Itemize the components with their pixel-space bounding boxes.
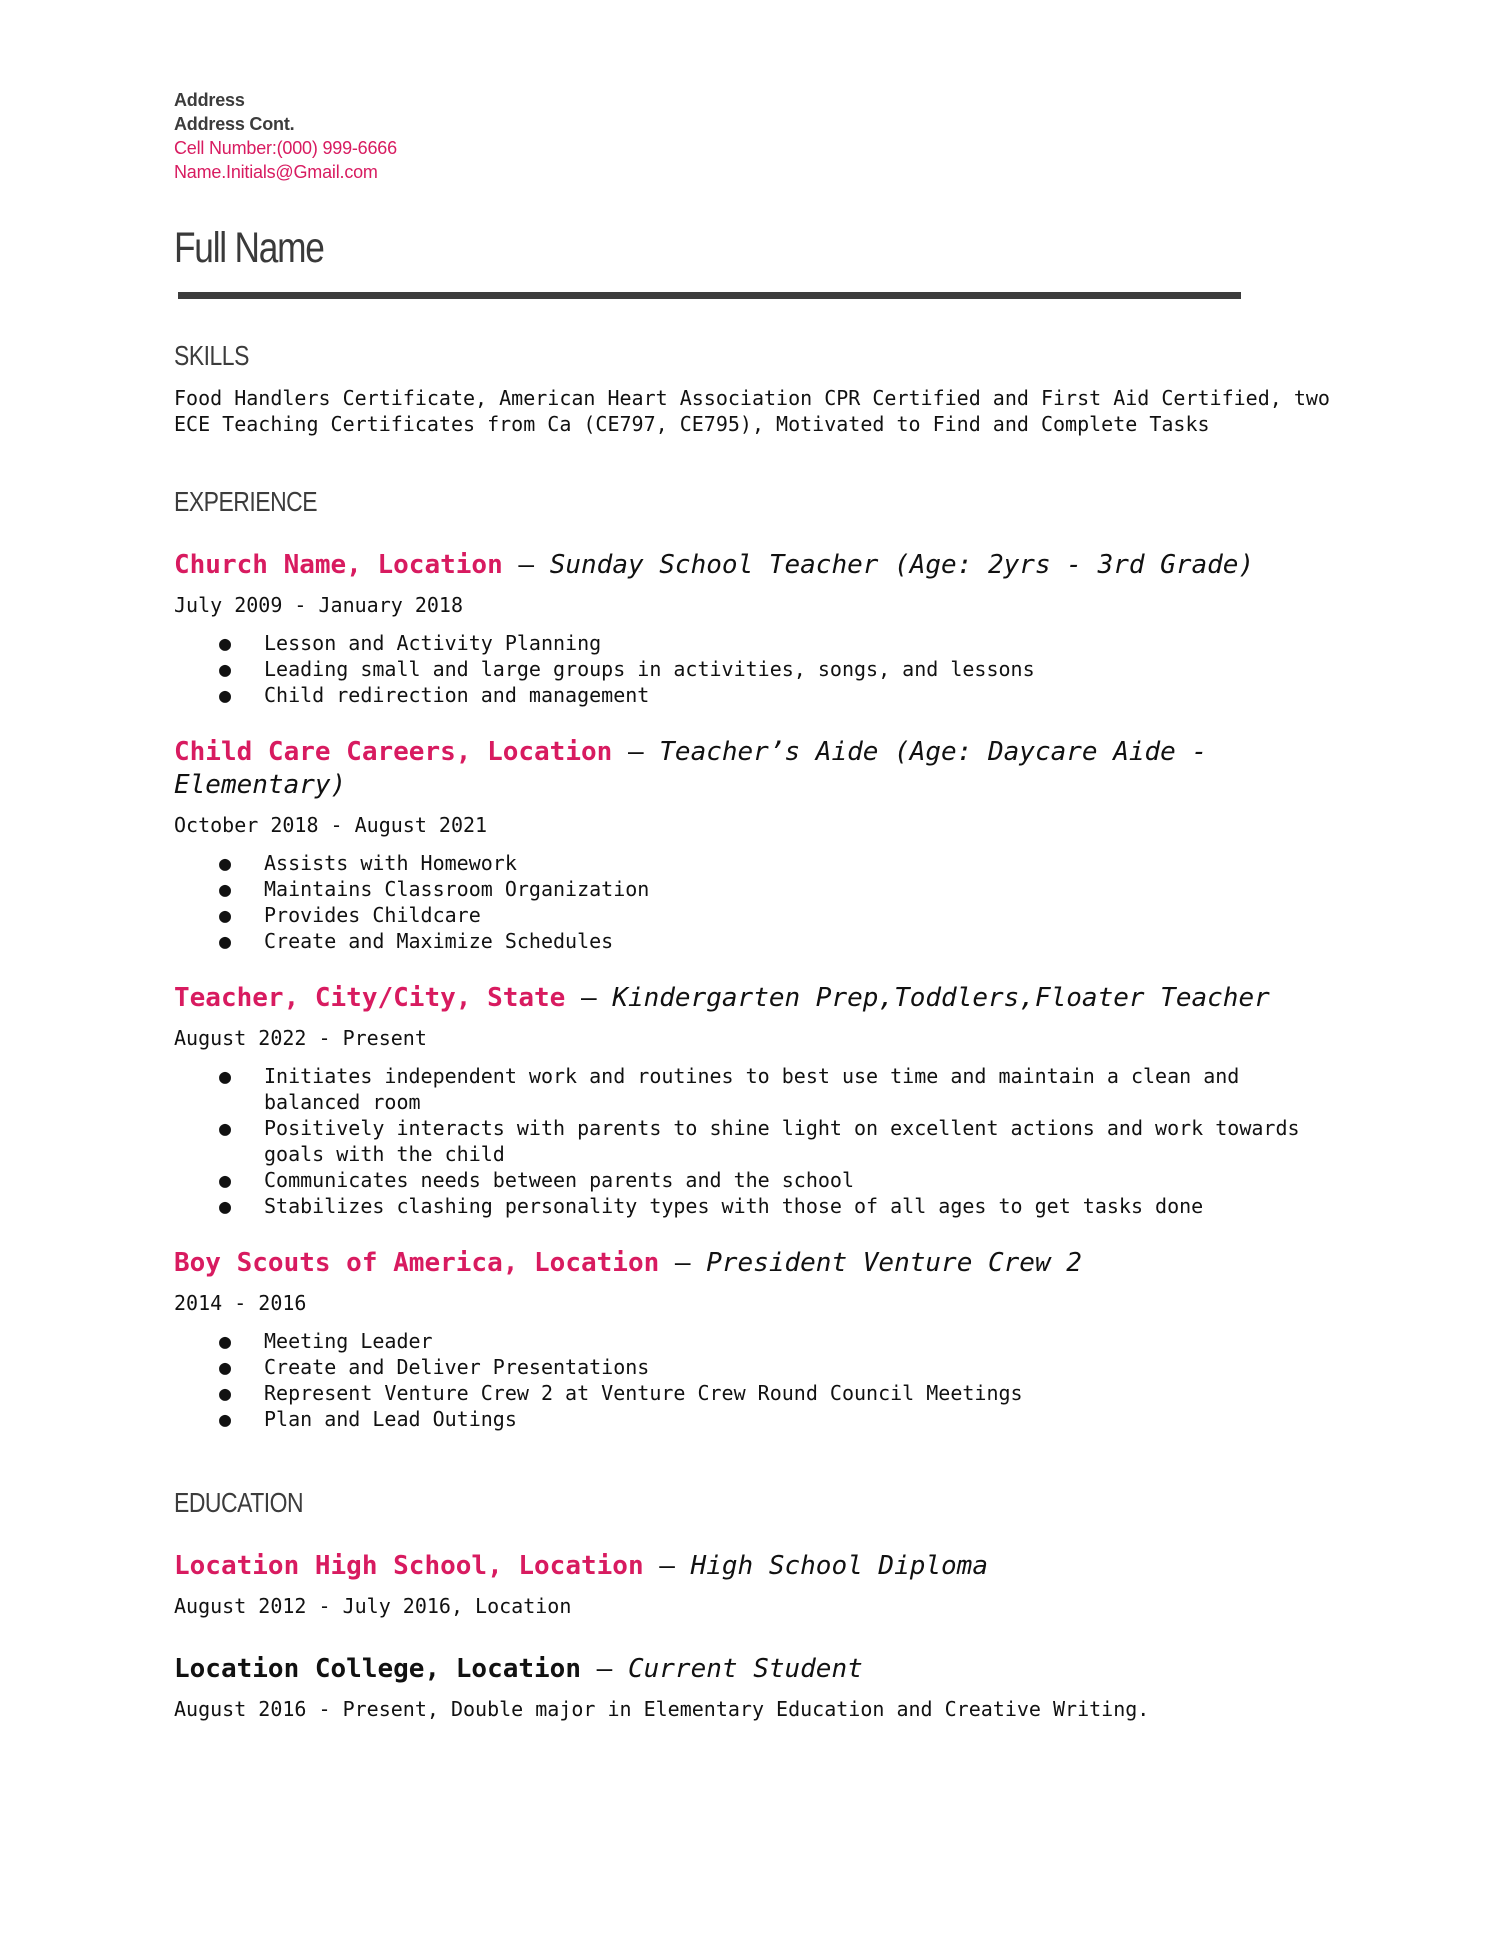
education-heading-line — [174, 1550, 1334, 1583]
bullet-text: Provides Childcare — [264, 903, 481, 927]
skills-text: Food Handlers Certificate, American Heart Association CPR Certified and First Aid Certified, two ECE Teaching Certificates from Ca (CE797, CE795), Motivated to Find and Complete Tasks — [174, 386, 1330, 436]
education-dates: August 2016 - Present, Double major in Elementary Education and Creative Writing. — [174, 1697, 1150, 1721]
phone-number: Cell Number:(000) 999-6666 — [174, 138, 397, 158]
school-name: Location College, Location — [174, 1654, 581, 1684]
job-bullets — [174, 850, 1334, 954]
job-bullets — [174, 1063, 1334, 1219]
bullet-icon: ● — [219, 1381, 232, 1405]
list-item — [174, 1167, 1334, 1193]
bullet-text: Child redirection and management — [264, 683, 650, 707]
job-entry — [174, 1247, 1334, 1432]
job-role: Kindergarten Prep,Toddlers,Floater Teacher — [612, 983, 1270, 1013]
job-entry — [174, 736, 1334, 954]
job-heading — [174, 1247, 1334, 1280]
job-entry — [174, 549, 1334, 708]
bullet-icon: ● — [219, 851, 232, 875]
education-heading: EDUCATION — [174, 1487, 304, 1518]
bullet-text: Lesson and Activity Planning — [264, 631, 602, 655]
address-line-2: Address Cont. — [174, 114, 295, 134]
education-separator: — — [643, 1551, 691, 1581]
list-item — [174, 1115, 1334, 1167]
education-separator: — — [581, 1654, 628, 1684]
job-dates: July 2009 - January 2018 — [174, 593, 463, 617]
bullet-icon: ● — [219, 1407, 232, 1431]
bullet-icon: ● — [219, 1116, 232, 1140]
list-item — [174, 1406, 1334, 1432]
education-credential: Current Student — [627, 1654, 863, 1684]
job-separator: — — [612, 737, 660, 767]
education-list — [174, 1550, 1334, 1722]
list-item — [174, 1380, 1334, 1406]
school-name: Location High School, Location — [174, 1551, 644, 1581]
list-item — [174, 1354, 1334, 1380]
full-name: Full Name — [174, 224, 324, 272]
list-item — [174, 682, 1334, 708]
job-heading — [174, 736, 1334, 802]
job-org: Church Name, Location — [174, 550, 503, 580]
job-role: Teacher’s Aide (Age: Daycare Aide - Elementary) — [174, 737, 1208, 800]
experience-list — [174, 549, 1334, 1432]
bullet-text: Plan and Lead Outings — [264, 1407, 517, 1431]
job-bullets — [174, 630, 1334, 708]
bullet-icon: ● — [219, 657, 232, 681]
job-separator: — — [565, 983, 613, 1013]
bullet-icon: ● — [219, 929, 232, 953]
experience-heading: EXPERIENCE — [174, 486, 318, 517]
bullet-icon: ● — [219, 631, 232, 655]
list-item — [174, 1193, 1334, 1219]
list-item — [174, 656, 1334, 682]
skills-heading: SKILLS — [174, 340, 249, 371]
bullet-icon: ● — [219, 683, 232, 707]
job-heading — [174, 549, 1334, 582]
list-item — [174, 630, 1334, 656]
bullet-icon: ● — [219, 1194, 232, 1218]
list-item — [174, 850, 1334, 876]
job-org: Teacher, City/City, State — [174, 983, 566, 1013]
education-dates: August 2012 - July 2016, Location — [174, 1594, 572, 1618]
bullet-icon: ● — [219, 903, 232, 927]
bullet-text: Maintains Classroom Organization — [264, 877, 650, 901]
resume-page — [174, 88, 1334, 1722]
education-entry — [174, 1653, 1334, 1722]
name-divider — [178, 292, 1241, 299]
job-entry — [174, 982, 1334, 1219]
bullet-icon: ● — [219, 1329, 232, 1353]
job-dates: October 2018 - August 2021 — [174, 813, 488, 837]
bullet-icon: ● — [219, 1355, 232, 1379]
job-role: Sunday School Teacher (Age: 2yrs - 3rd Grade) — [549, 550, 1255, 580]
bullet-text: Communicates needs between parents and the school — [264, 1168, 855, 1192]
job-org: Child Care Careers, Location — [174, 737, 613, 767]
list-item — [174, 876, 1334, 902]
bullet-text: Create and Maximize Schedules — [264, 929, 614, 953]
job-bullets — [174, 1328, 1334, 1432]
bullet-text: Meeting Leader — [264, 1329, 433, 1353]
list-item — [174, 902, 1334, 928]
bullet-icon: ● — [219, 877, 232, 901]
list-item — [174, 928, 1334, 954]
education-credential: High School Diploma — [690, 1551, 988, 1581]
bullet-icon: ● — [219, 1168, 232, 1192]
job-dates: August 2022 - Present — [174, 1026, 427, 1050]
bullet-icon: ● — [219, 1064, 232, 1088]
job-separator: — — [659, 1248, 707, 1278]
bullet-text: Initiates independent work and routines to best use time and maintain a clean and balanced room — [264, 1064, 1240, 1114]
bullet-text: Leading small and large groups in activities, songs, and lessons — [264, 657, 1035, 681]
email-address: Name.Initials@Gmail.com — [174, 162, 378, 182]
bullet-text: Assists with Homework — [264, 851, 517, 875]
bullet-text: Positively interacts with parents to shine light on excellent actions and work towards goals with the child — [264, 1116, 1300, 1166]
list-item — [174, 1328, 1334, 1354]
job-dates: 2014 - 2016 — [174, 1291, 307, 1315]
bullet-text: Create and Deliver Presentations — [264, 1355, 650, 1379]
bullet-text: Stabilizes clashing personality types with those of all ages to get tasks done — [264, 1194, 1204, 1218]
list-item — [174, 1063, 1334, 1115]
contact-block — [174, 88, 1334, 184]
address-line-1: Address — [174, 90, 245, 110]
job-org: Boy Scouts of America, Location — [174, 1248, 660, 1278]
job-separator: — — [502, 550, 550, 580]
job-role: President Venture Crew 2 — [706, 1248, 1082, 1278]
job-heading — [174, 982, 1334, 1015]
education-entry — [174, 1550, 1334, 1619]
bullet-text: Represent Venture Crew 2 at Venture Crew Round Council Meetings — [264, 1381, 1023, 1405]
education-heading-line — [174, 1653, 1334, 1686]
